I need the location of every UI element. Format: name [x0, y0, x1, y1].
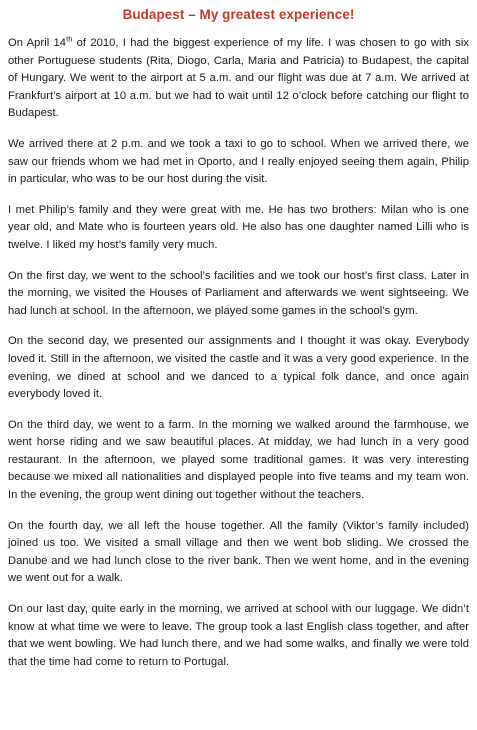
paragraph-1-start: On April 14: [8, 37, 67, 49]
paragraph-2: We arrived there at 2 p.m. and we took a taxi to go to school. When we arrived there, we saw our friends whom we had met in Oporto, and I really enjoyed seeing them again, Philip in particular, who was to be our host during the visit.: [8, 137, 469, 186]
paragraph-4: On the first day, we went to the school’s facilities and we took our host’s first class. Later in the morning, we visited the Houses of Parliament and afterwards we went sightseeing. We had lunch at school. In the afternoon, we played some games in the school’s gym.: [8, 269, 469, 317]
paragraph-5: On the second day, we presented our assignments and I thought it was okay. Everybody loved it. Still in the afternoon, we visited the castle and it was a very good experience. In the evening, we dined at school and we danced to a typical folk dance, and once again everybody loved it.: [8, 335, 469, 401]
paragraph-1-rest: of 2010, I had the biggest experience of my life. I was chosen to go with six other Portuguese students (Rita, Diogo, Carla, Maria and Patricia) to Budapest, the capital of Hungary. We went to the airport at 5 a.m. and our flight was due at 7 a.m. We arrived at Frankfurt’s airport at 10 a.m. but we had to wait until 12 o’clock before catching our flight to Budapest.: [8, 37, 469, 120]
paragraph-1: [8, 35, 469, 123]
paragraph-8: On our last day, quite early in the morning, we arrived at school with our luggage. We didn’t know at what time we were to leave. The group took a last English class together, and after that we went bowling. We had lunch there, and we had some walks, and finally we were told that the time had come to return to Portugal.: [8, 603, 469, 668]
ordinal-suffix: th: [66, 34, 73, 44]
paragraph-7: On the fourth day, we all left the house together. All the family (Viktor’s family included) joined us too. We visited a small village and then we went bob sliding. We crossed the Danube and we had lunch close to the river bank. Then we went home, and in the evening we went out for a walk.: [8, 519, 469, 585]
paragraph-6: On the third day, we went to a farm. In the morning we walked around the farmhouse, we went horse riding and we saw beautiful places. At midday, we had lunch in a very good restaurant. In the afternoon, we played some traditional games. It was very interesting because we mixed all nationalities and displayed people into five teams and my team won. In the evening, the group went dining out together without the teachers.: [8, 418, 469, 502]
paragraph-3: I met Philip’s family and they were great with me. He has two brothers: Milan who is one year old, and Mate who is fourteen years old. He also has one daughter named Lilli who is twelve. I liked my host’s family very much.: [8, 203, 469, 251]
document-title: Budapest – My greatest experience!: [122, 7, 355, 22]
